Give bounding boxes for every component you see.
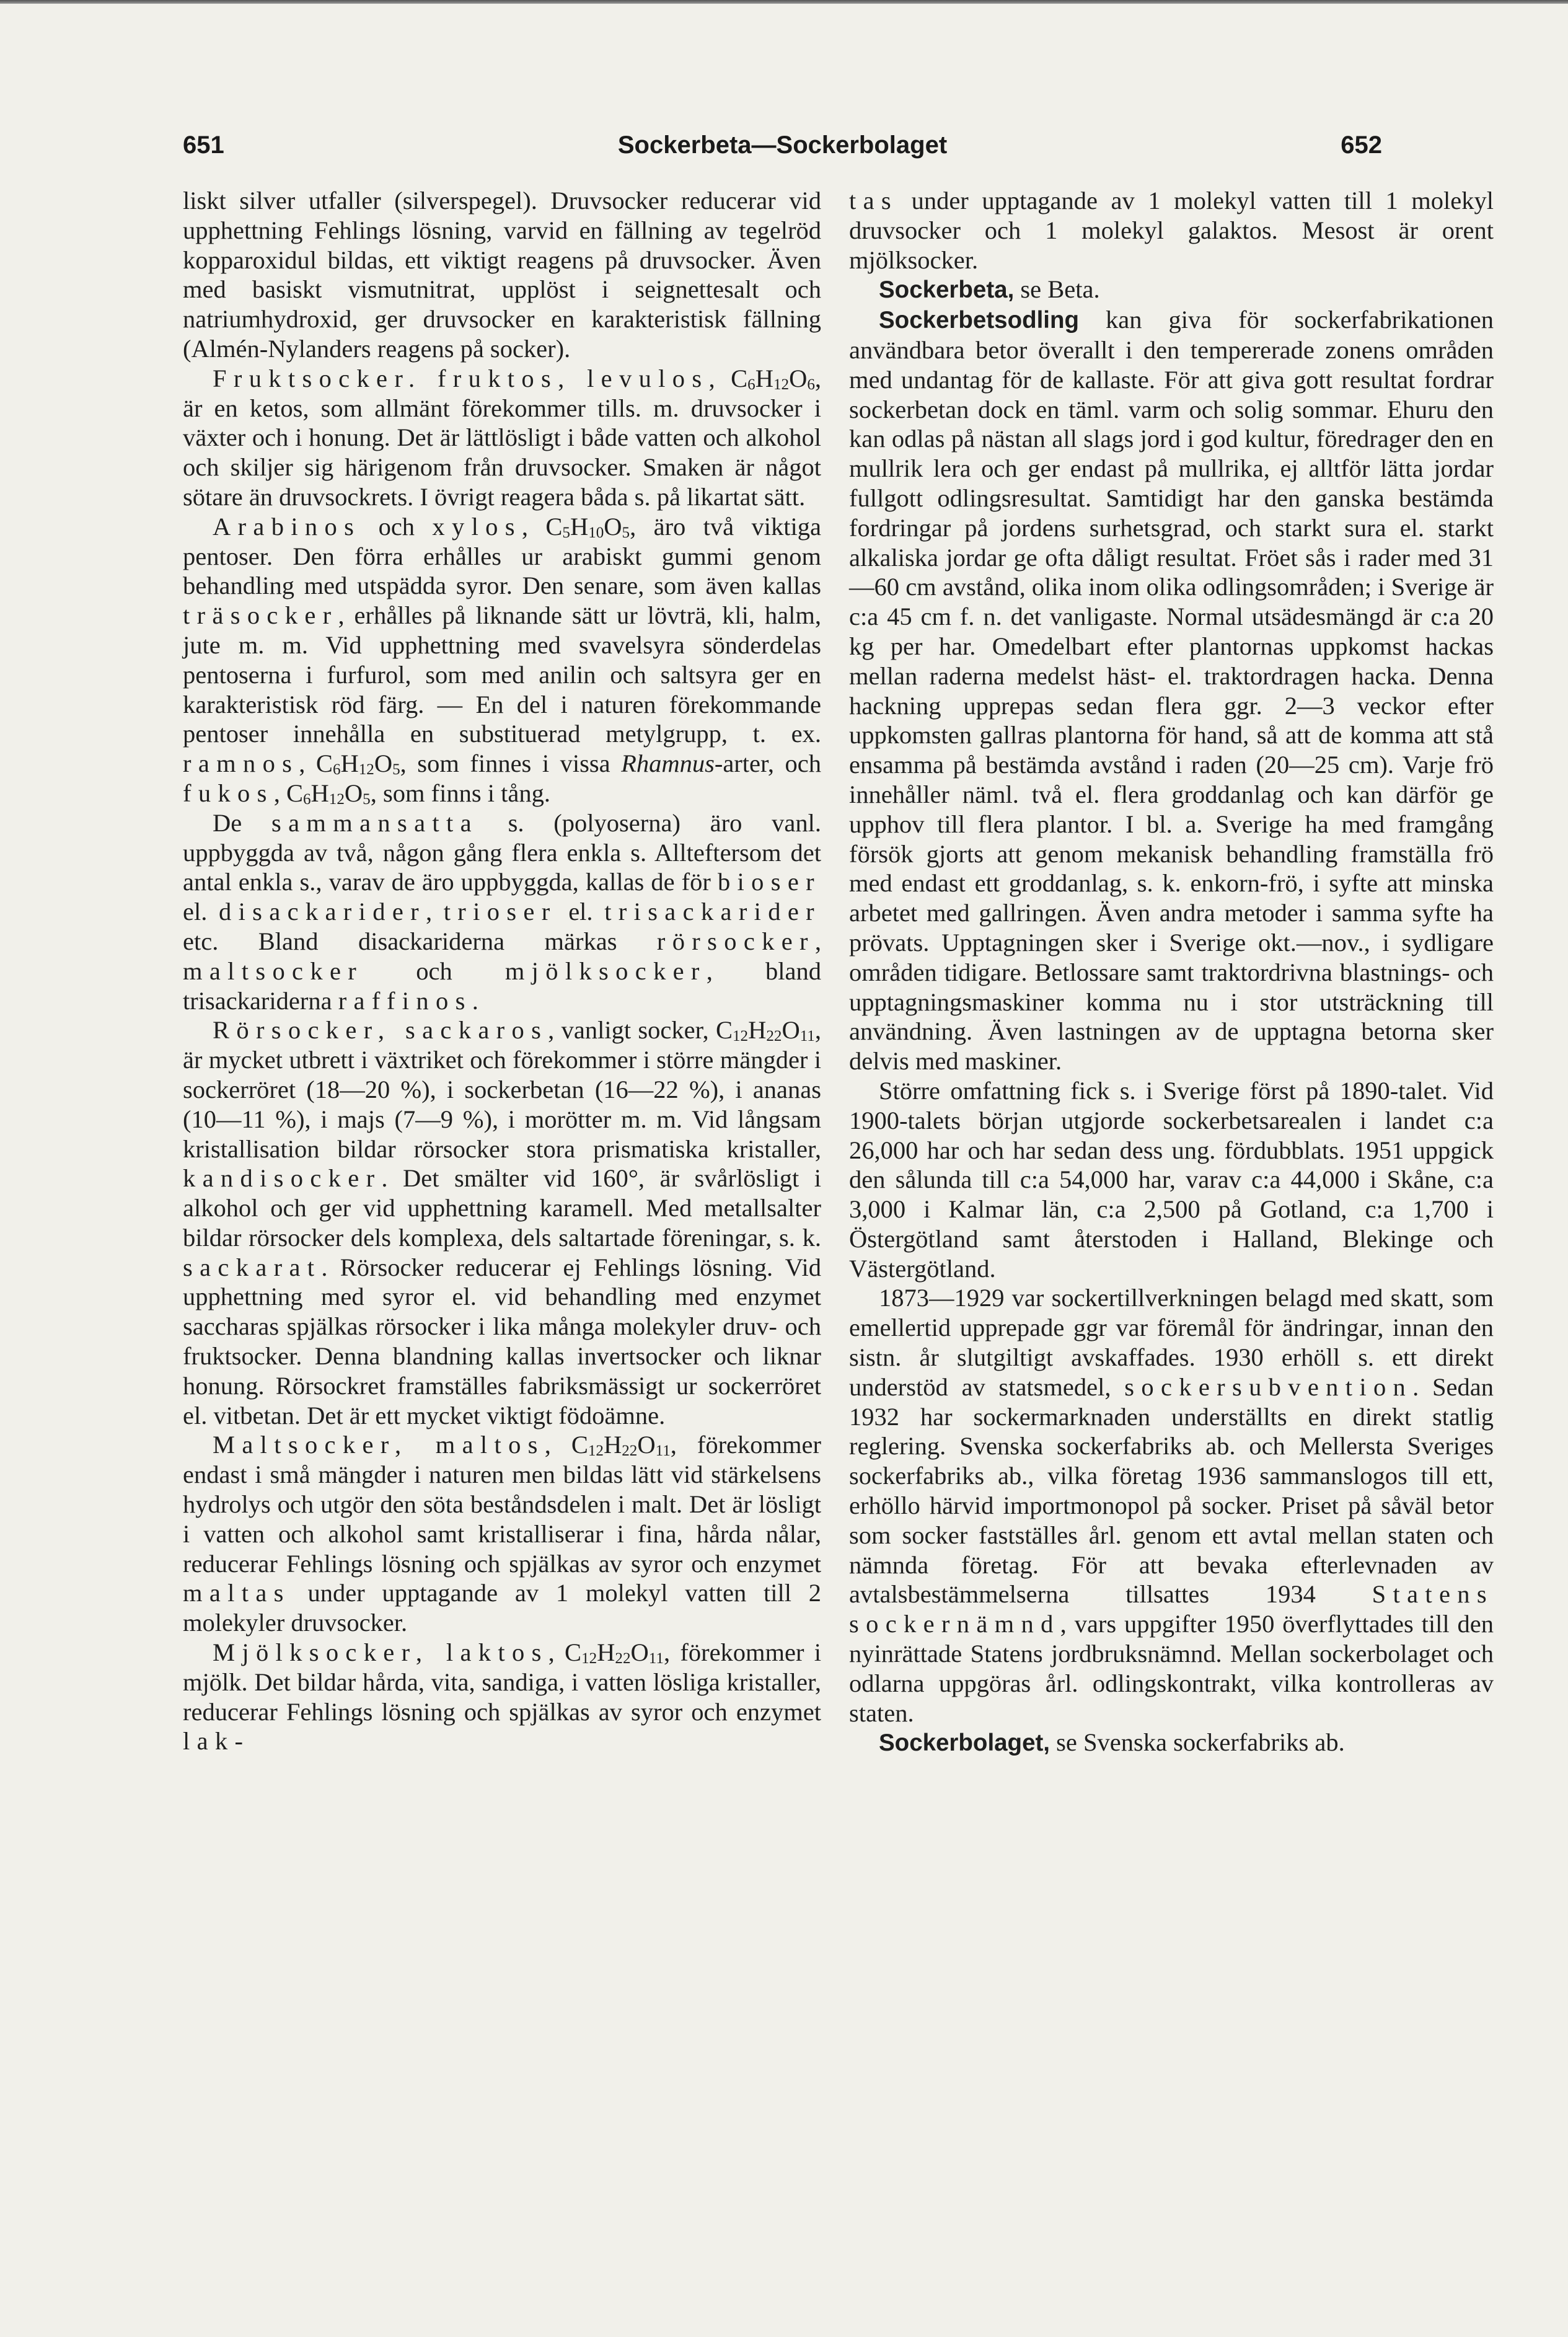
headword-sockerbeta: Sockerbeta, xyxy=(879,276,1015,304)
paragraph-omfattning: Större omfattning fick s. i Sverige först på 1890-talet. Vid 1900-talets början utgjorde sockerbetsarealen i landet c:a 26,000 har och har sedan dess ung. fördubblats. 1951 uppgick den sålunda till c:a 54,000 har, varav c:a 44,000 i Skåne, c:a 3,000 i Kalmar län, c:a 2,500 på Gotland, c:a 1,700 i Östergötland samt återstoden i Halland, Blekinge och Västergötland. xyxy=(849,1076,1494,1283)
left-column xyxy=(183,186,821,1756)
entry-sockerbeta: Sockerbeta, se Beta. xyxy=(879,275,1100,304)
paragraph-sockertillverkning: 1873—1929 var sockertillverkningen belagd med skatt, som emellertid upprepade ggr var föremål för ändringar, innan den sistn. år slutgiltigt avskaffades. 1930 erhöll s. ett direkt understöd av statsmedel, sockersubvention. Sedan 1932 har sockermarknaden underställts en direkt statlig reglering. Svenska sockerfabriks ab. och Mellersta Sveriges sockerfabriks ab., vilka företag 1936 sammanslogos till ett, erhöllo härvid importmonopol på socker. Priset på såväl betor som socker fastställes årl. genom ett avtal mellan staten och nämnda företag. För att bevaka efterlevnaden av avtalsbestämmelserna tillsattes 1934 Statens sockernämnd, vars uppgifter 1950 överflyttades till den nyinrättade Statens jordbruksnämnd. Mellan sockerbolaget och odlarna uppgöras årl. odlingskontrakt, vilka kontrolleras av staten. xyxy=(849,1284,1494,1727)
headword-sockerbolaget: Sockerbolaget, xyxy=(879,1730,1050,1757)
paragraph-sammansatta: De sammansatta s. (polyoserna) äro vanl. uppbyggda av två, någon gång flera enkla s. Allteftersom det antal enkla s., varav de äro uppbyggda, kallas de för bioser el. disackarider, trioser el. trisackarider etc. Bland disackariderna märkas rörsocker, maltsocker och mjölksocker, bland trisackariderna raffinos. xyxy=(183,808,821,1015)
running-title: Sockerbeta—Sockerbolaget xyxy=(617,131,948,159)
entry-sockerbetsodling: Sockerbetsodling kan giva för sockerfabrikationen användbara betor överallt i den tempererade zonens områden med undantag för de kallaste. För att giva gott resultat fordrar sockerbetan dock en täml. varm och solig sommar. Ehuru den kan odlas på nästan all slags jord i god kultur, föredrager den en mullrik lera och ger endast på mullrika, ej alltför lätta jordar fullgott odlingsresultat. Samtidigt har den ganska bestämda fordringar på jordens surhetsgrad, och starkt sura el. starkt alkaliska jordar ge ofta dåligt resultat. Fröet sås i rader med 31—60 cm avstånd, olika inom olika odlingsområden; i Sverige är c:a 45 cm f. n. det vanligaste. Normal utsädesmängd är c:a 20 kg per har. Omedelbart efter plantornas uppkomst hackas mellan raderna medelst häst- el. traktordragen hacka. Denna hackning upprepas sedan flera ggr. 2—3 veckor efter uppkomsten gallras plantorna för hand, så att de komma att stå ensamma på bestämda avstånd i raden (20—25 cm). Varje frö innehåller näml. två el. flera groddanlag och kan därför ge upphov till flera plantor. I bl. a. Sverige ha med framgång försök gjorts att genom mekanisk behandling framställa frö med endast ett groddanlag, s. k. enkorn-frö, i syfte att minska arbetet med gallringen. Även andra metoder i samma syfte ha prövats. Upptagningen sker i Sverige okt.—nov., i sydligare områden tidigare. Betlossare samt traktordrivna blastnings- och upptagningsmaskiner komma nu i stor utsträckning till användning. Även lastningen av de upptagna betorna sker delvis med maskiner. xyxy=(849,306,1494,1076)
headword-sockerbetsodling: Sockerbetsodling xyxy=(879,307,1080,334)
paragraph-fruktsocker: Fruktsocker. fruktos, levulos, $C_6H_{12}O_6$, är en ketos, som allmänt förekommer tills. m. druvsocker i växter och i honung. Det är lättlösligt i både vatten och alkohol och skiljer sig härigenom från druvsocker. Smaken är något sötare än druvsockrets. I övrigt reagera båda s. på likartat sätt. xyxy=(183,364,822,511)
paragraph-mjolksocker-cont: tas under upptagande av 1 molekyl vatten till 1 molekyl druvsocker och 1 molekyl galaktos. Mesost är orent mjölksocker. xyxy=(849,187,1494,274)
right-column xyxy=(849,186,1494,1758)
paragraph-maltsocker: Maltsocker, maltos, $C_{12}H_{22}O_{11}$, förekommer endast i små mängder i naturen men bildas lätt vid stärkelsens hydrolys och utgör den söta beståndsdelen i malt. Det är lösligt i vatten och alkohol samt kristalliserar i fina, hårda nålar, reducerar Fehlings lösning och spjälkas av syror och enzymet maltas under upptagande av 1 molekyl vatten till 2 molekyler druvsocker. xyxy=(183,1431,822,1637)
page-number-left: 651 xyxy=(183,131,224,159)
page-header xyxy=(183,131,1382,169)
paragraph-druvsocker-cont: liskt silver utfaller (silverspegel). Druvsocker reducerar vid upphettning Fehlings lösning, varvid en fällning av tegelröd kopparoxidul bildas, ett viktigt reagens på druvsocker. Även med basiskt vismutnitrat, upplöst i seignettesalt och natriumhydroxid, ger druvsocker en karakteristisk fällning (Almén-Nylanders reagens på socker). xyxy=(183,187,821,363)
entry-sockerbolaget: Sockerbolaget, se Svenska sockerfabriks ab. xyxy=(879,1728,1345,1757)
page-number-right: 652 xyxy=(1341,131,1382,159)
paragraph-arabinos: Arabinos och xylos, $C_5H_{10}O_5$, äro två viktiga pentoser. Den förra erhålles ur arabiskt gummi genom behandling med utspädda syror. Den senare, som även kallas träsocker, erhålles på liknande sätt ur lövträ, kli, halm, jute m. m. Vid upphettning med svavelsyra sönderdelas pentoserna i furfurol, som med anilin och saltsyra ger en karakteristisk röd färg. — En del i naturen förekommande pentoser innehålla en substituerad metylgrupp, t. ex. ramnos, $C_6H_{12}O_5$, som finnes i vissa Rhamnus-arter, och fukos, $C_6H_{12}O_5$, som finns i tång. xyxy=(183,512,821,808)
top-border xyxy=(0,0,1568,4)
paragraph-mjolksocker: Mjölksocker, laktos, $C_{12}H_{22}O_{11}$, förekommer i mjölk. Det bildar hårda, vita, sandiga, i vatten lösliga kristaller, reducerar Fehlings lösning och spjälkas av syror och enzymet lak- xyxy=(183,1638,822,1756)
paragraph-rorsocker: Rörsocker, sackaros, vanligt socker, $C_{12}H_{22}O_{11}$, är mycket utbrett i växtriket och förekommer i större mängder i sockerröret (18—20 %), i sockerbetan (16—22 %), i ananas (10—11 %), i majs (7—9 %), i morötter m. m. Vid långsam kristallisation bildar rörsocker stora prismatiska kristaller, kandisocker. Det smälter vid 160°, är svårlösligt i alkohol och ger vid upphettning karamell. Med metallsalter bildar rörsocker dels komplexa, dels saltartade föreningar, s. k. sackarat. Rörsocker reducerar ej Fehlings lösning. Vid upphettning med syror el. vid behandling med enzymet saccharas spjälkas rörsocker i lika många molekyler druv- och fruktsocker. Denna blandning kallas invertsocker och liknar honung. Rörsockret framställes fabriksmässigt ur sockerröret el. vitbetan. Det är ett mycket viktigt födoämne. xyxy=(183,1016,821,1429)
